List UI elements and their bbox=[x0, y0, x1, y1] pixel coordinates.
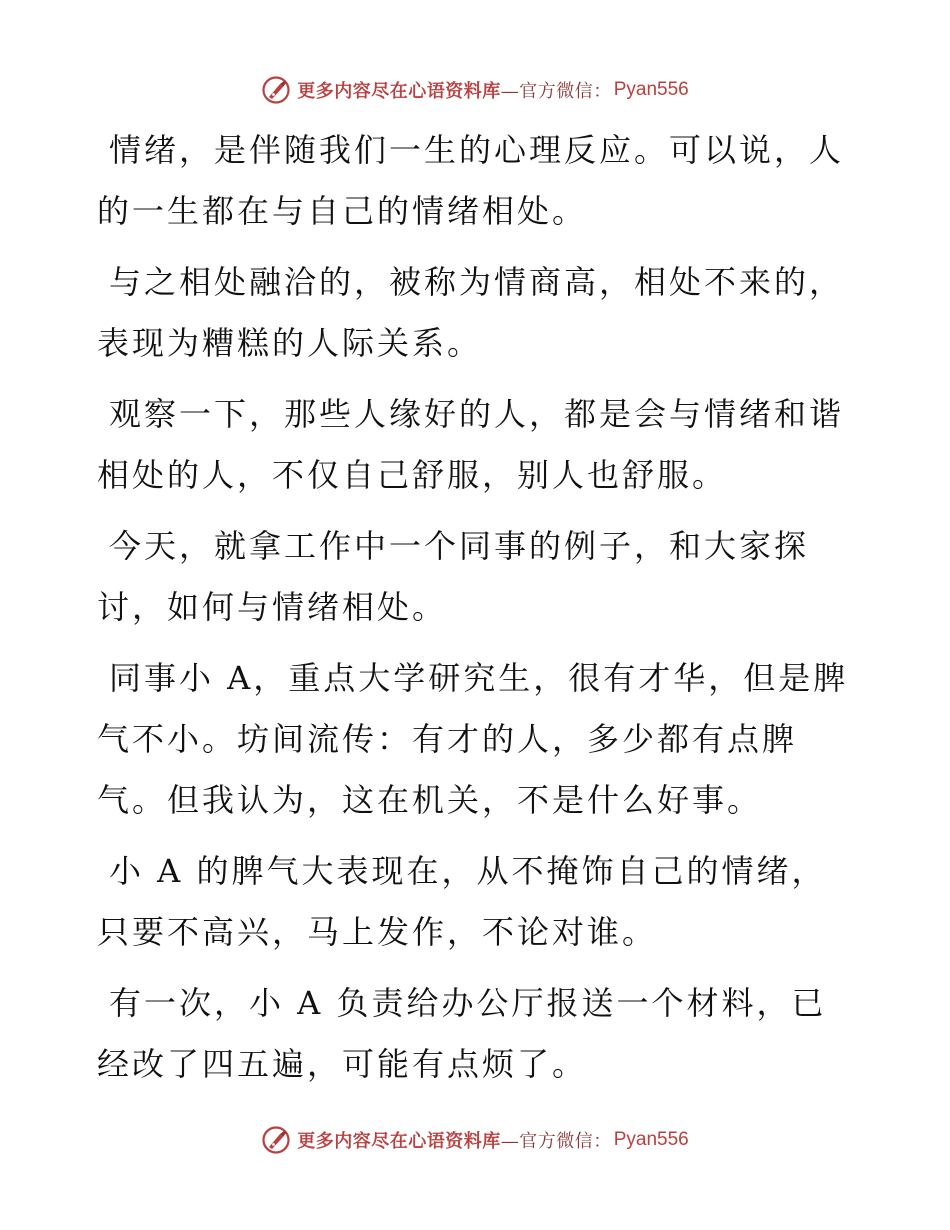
paragraph: 情绪，是伴随我们一生的心理反应。可以说，人的一生都在与自己的情绪相处。 bbox=[97, 131, 845, 230]
banner-wechat-id: Pyan556 bbox=[613, 1129, 689, 1150]
paragraph: 今天，就拿工作中一个同事的例子，和大家探讨，如何与情绪相处。 bbox=[97, 527, 810, 626]
paragraph: 同事小 A，重点大学研究生，很有才华，但是脾气不小。坊间流传：有才的人，多少都有点脾气。但我认为，这在机关，不是什么好事。 bbox=[97, 659, 849, 819]
document-body bbox=[97, 120, 857, 1105]
paragraph: 与之相处融洽的，被称为情商高，相处不来的，表现为糟糕的人际关系。 bbox=[97, 263, 845, 362]
pen-nib-logo-icon bbox=[261, 1125, 291, 1155]
banner-main-text: 更多内容尽在心语资料库 bbox=[297, 1131, 501, 1152]
pen-nib-logo-icon bbox=[261, 75, 291, 105]
paragraph: 小 A 的脾气大表现在，从不掩饰自己的情绪，只要不高兴，马上发作，不论对谁。 bbox=[97, 852, 827, 951]
paragraph: 有一次，小 A 负责给办公厅报送一个材料，已经改了四五遍，可能有点烦了。 bbox=[97, 984, 827, 1083]
banner-sub-text: —官方微信： bbox=[500, 1131, 612, 1152]
banner-sub-text: —官方微信： bbox=[500, 81, 612, 102]
banner-main-text: 更多内容尽在心语资料库 bbox=[297, 81, 501, 102]
header-banner bbox=[0, 70, 950, 110]
banner-wechat-id: Pyan556 bbox=[613, 79, 689, 100]
paragraph: 观察一下，那些人缘好的人，都是会与情绪和谐相处的人，不仅自己舒服，别人也舒服。 bbox=[97, 395, 845, 494]
footer-banner bbox=[0, 1120, 950, 1160]
